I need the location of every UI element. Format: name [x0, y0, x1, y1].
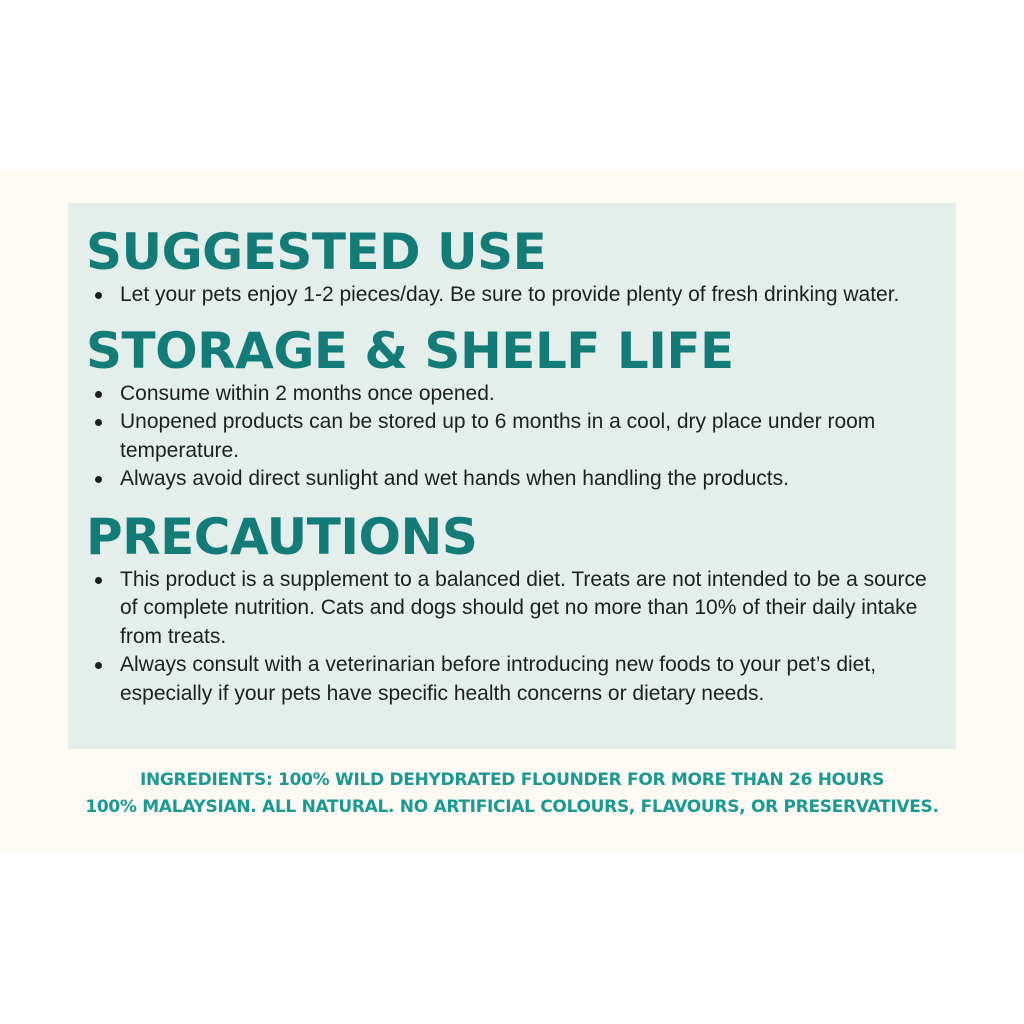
storage-list [86, 380, 942, 494]
list-item: Unopened products can be stored up to 6 months in a cool, dry place under room temperature. [120, 408, 942, 465]
suggested-use-list [86, 281, 942, 310]
suggested-use-heading: SUGGESTED USE [86, 223, 547, 281]
info-card [0, 170, 1024, 853]
info-panel [68, 203, 956, 749]
precautions-heading: PRECAUTIONS [86, 507, 478, 566]
footer [0, 767, 1024, 821]
list-item: Consume within 2 months once opened. [120, 380, 942, 409]
list-item: Always consult with a veterinarian before introducing new foods to your pet’s diet, especially if your pets have specific health concerns or dietary needs. [120, 651, 942, 708]
list-item: Always avoid direct sunlight and wet hands when handling the products. [120, 465, 942, 494]
storage-shelf-life-heading: STORAGE & SHELF LIFE [86, 321, 734, 380]
list-item: Let your pets enjoy 1-2 pieces/day. Be sure to provide plenty of fresh drinking water. [120, 281, 942, 310]
ingredients-line: INGREDIENTS: 100% WILD DEHYDRATED FLOUNDER FOR MORE THAN 26 HOURS [139, 770, 885, 790]
precautions-list [86, 566, 942, 709]
natural-claims-line: 100% MALAYSIAN. ALL NATURAL. NO ARTIFICIAL COLOURS, FLAVOURS, OR PRESERVATIVES. [85, 797, 939, 817]
list-item: This product is a supplement to a balanced diet. Treats are not intended to be a source of complete nutrition. Cats and dogs should get no more than 10% of their daily intake from treats. [120, 566, 942, 652]
